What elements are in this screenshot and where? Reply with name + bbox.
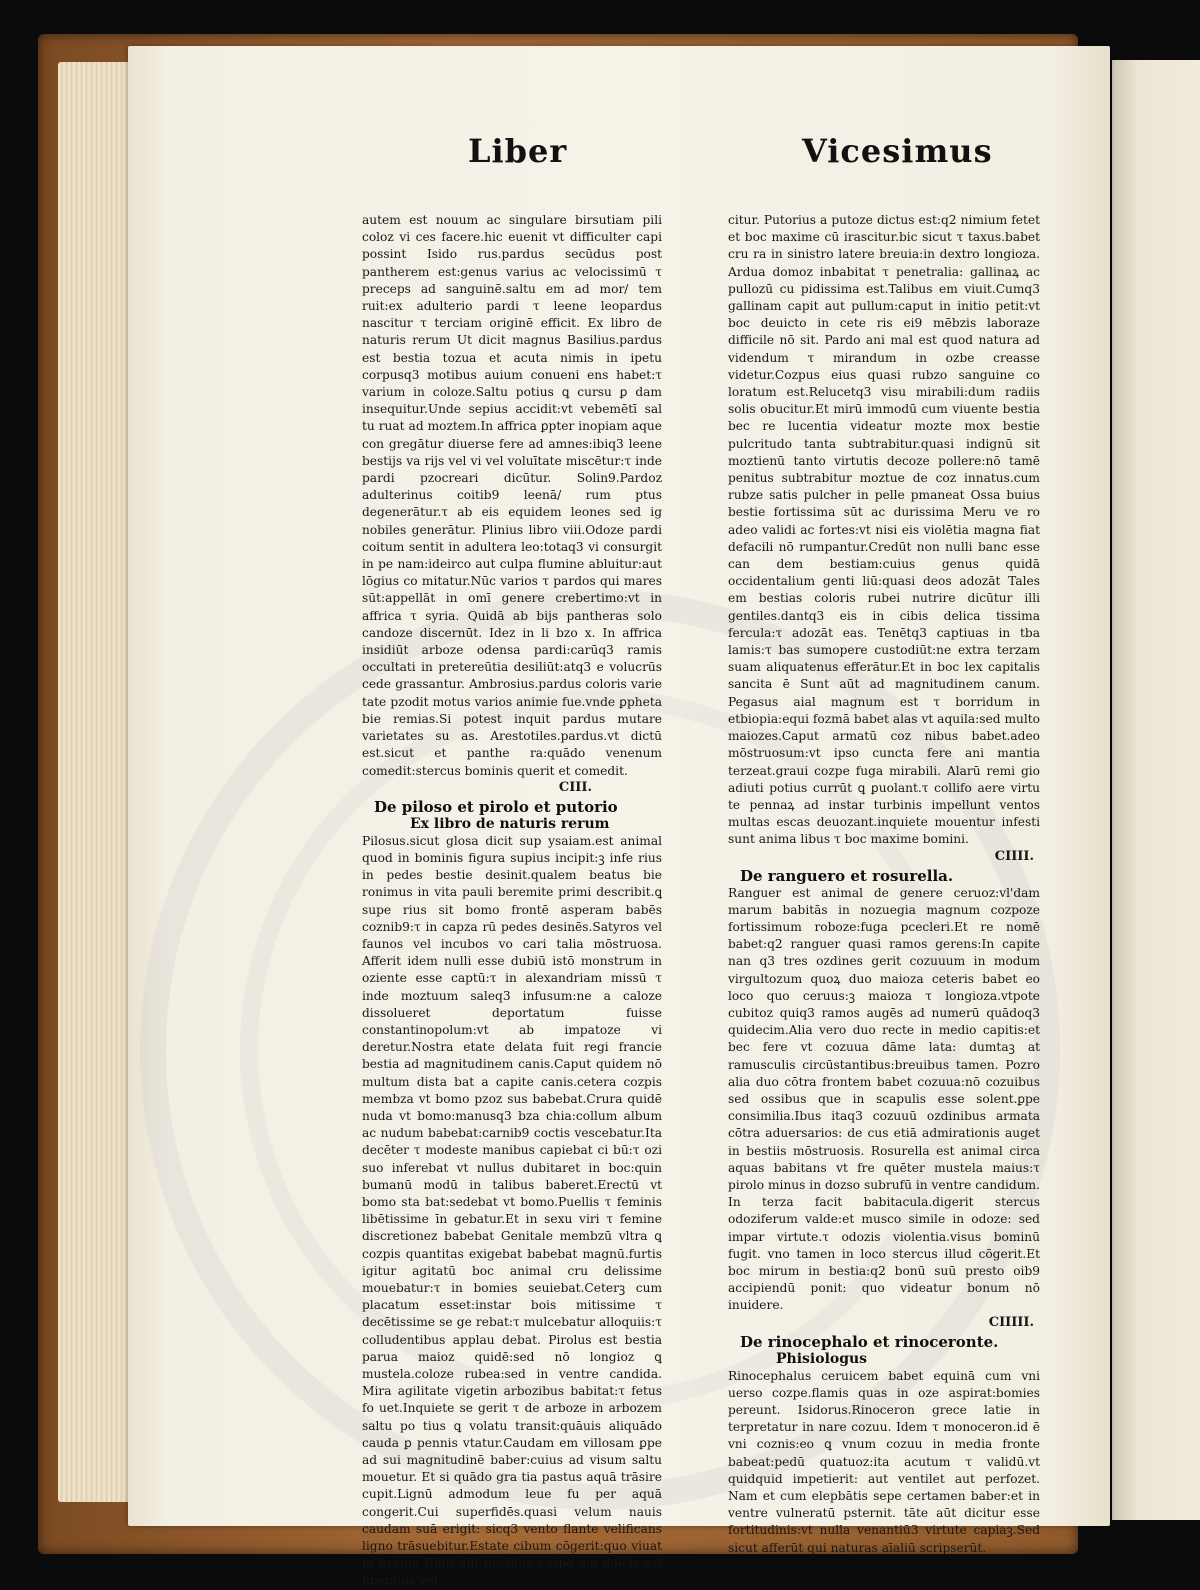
left-text-column: [362, 212, 662, 1590]
paragraph: Ranguer est animal de genere ceruoz:vl'dam marum babitās in nozuegia magnum cozpoze fortissimum roboze:fuga pcecleri.Et re nomē babet:q2 ranguer quasi ramos gerens:In capite nan q3 tres ozdines gerit cozuuum in modum virgultozum quoꝝ duo maioza ceteris babet eo loco quo ceruus:ꝫ maioza τ longioza.vtpote cubitoz quiq3 ramos augēs ad numerū quādoq3 quidecim.Alia vero duo recte in medio capitis:et bec fere vt cozuua dāme lata: dumtaꝫ at ramusculis circūstantibus:breuibus tamen. Pozro alia duo cōtra frontem babet cozuua:nō cozuibus sed ossibus que in scapulis esse solent.ꝑpe consimilia.Ibus itaq3 cozuuū ozdinibus armata cōtra aduersarios: de cus etiā admirationis auget in bestiis mōstruosis. Rosurella est animal circa aquas babitans vt fre quēter mustela maius:τ pirolo minus in dozso subrufū in ventre candidum. In terza facit babitacula.digerit stercus odoziferum valde:et musco simile in odoze: sed impar virtute.τ odozis violentia.visus bominū fugit. vno tamen in loco stercus illud cōgerit.Et boc mirum in bestia:q2 bonū suū presto oib9 accipiendū ponit: quo videatur bonum nō inuidere.: [728, 885, 1040, 1313]
running-head-left: Liber: [468, 132, 568, 170]
paragraph: Pilosus.sicut glosa dicit sup ysaiam.est animal quod in bominis figura supius incipit:ꝫ infe rius in pedes bestie desinit.qualem beatus bie ronimus in vita pauli beremite primi describit.ꝗ supe rius sit bomo frontē asperam babēs coznib9:τ in capza rū pedes desinēs.Satyros vel faunos vel incubos vo cari talia mōstruosa. Afferit idem nulli esse dubiū istō monstrum in oziente esse captū:τ in alexandriam missū τ inde moztuum saleq3 infusum:ne a caloze dissolueret deportatum fuisse constantinopolum:vt ab impatoze vi deretur.Nostra etate delata fuit regi francie bestia ad magnitudinem canis.Caput quidem nō multum dista bat a capite canis.cetera cozpis membza vt bomo pzoz sus babebat.Crura quidē nuda vt bomo:manusq3 bza chia:collum album ac nudum babebat:carnib9 coctis vescebatur.Ita decēter τ modeste manibus capiebat ci bū:τ ozi suo inferebat vt nullus dubitaret in boc:quin bumanū modū in talibus baberet.Erectū vt bomo sta bat:sedebat vt bomo.Puellis τ feminis libētissime īn gebatur.Et in sexu viri τ femine discretionez babebat Genitale membzū vltra ꝗ cozpis quantitas exigebat babebat magnū.furtis igitur agitatū boc animal cru delissime mouebatur:τ in bomies seuiebat.Ceterꝫ cum placatum esset:instar bois mitissime τ decētissime se ge rebat:τ mulcebatur alloquiis:τ colludentibus applau debat. Pirolus est bestia parua maioz quidē:sed nō longioz ꝗ mustela.coloze rubea:sed in ventre candida. Mira agilitate vigetin arbozibus babitat:τ fetus fo uet.Inquiete se gerit τ de arboze in arbozem saltu po tius ꝗ volatu transit:quāuis aliquādo cauda ꝑ pennis vtatur.Caudam em villosam ꝑpe ad sui magnitudinē baber:cuius ad visum saltu mouetur. Et si quādo gra tia pastus aquā trāsire cupit.Lignū admodum leue fu per aquā congerit.Cui superfidēs.quasi velum nauis caudam suā erigit: sicq3 vento flante velificans ligno trāsuebitur.Estate cibum cōgerit:quo viuat in byeme Uiuit aūt nucibus:τ cibo qui dulcis est libentius vel: [362, 833, 662, 1588]
source-subheading: Phisiologus: [776, 1350, 868, 1367]
source-subheading: Ex libro de naturis rerum: [410, 815, 610, 832]
next-page-edge: [1112, 60, 1200, 1520]
section-heading: De ranguero et rosurella.: [740, 866, 954, 885]
section-heading: De piloso et pirolo et putorio: [374, 797, 618, 816]
running-head-right: Vicesimus: [802, 132, 993, 170]
paragraph: Rinocephalus ceruicem babet equinā cum vni uerso cozpe.flamis quas in oze aspirat:bomies pereunt. Isidorus.Rinoceron grece latie in terpretatur in nare cozuu. Idem τ monoceron.id ē vni coznis:eo ꝗ vnum cozuu in media fronte babeat:pedū quatuoz:ita acutum τ validū.vt quidquid impetierit: aut ventilet aut perfozet. Nam et cum elepbātis sepe certamen baber:et in ventre vulneratū psternit. tāte aūt dicitur esse fortitudinis:vt nulla venantiū3 virtute capiaꝫ.Sed sicut afferūt qui naturas aīaliū scripserūt.: [728, 1368, 1040, 1555]
chapter-number: CIIII.: [994, 848, 1034, 864]
section-heading: De rinocephalo et rinoceronte.: [740, 1332, 999, 1351]
chapter-number: CIIIII.: [988, 1314, 1034, 1330]
chapter-number: CIII.: [558, 779, 592, 795]
right-text-column: [728, 212, 1040, 1557]
paragraph: citur. Putorius a putoze dictus est:q2 nimium fetet et boc maxime cū irascitur.bic sicut τ taxus.babet cru ra in sinistro latere breuia:in dextro longioza. Ardua domoz inbabitat τ penetralia: gallinaꝝ ac pullozū cu pidissima est.Talibus em viuit.Cumq3 gallinam capit aut pullum:caput in initio petit:vt boc deuicto in cete ris ei9 mēbzis laboraze difficile nō sit. Pardo ani mal est quod natura ad videndum τ mirandum in ozbe creasse videtur.Cozpus eius quasi rubzo sanguine co loratum est.Relucetq3 visu mirabili:dum radiis solis obucitur.Et mirū immodū cum viuente bestia bec re lucentia videatur mozte mox bestie pulcritudo tanta subtrabitur.quasi indignū sit moztienū tanto virtutis decoze pollere:nō tamē penitus subtrabitur moztue de coz innatus.cum rubze satis pulcher in pelle pmaneat Ossa buius bestie fortissima sūt ac durissima Meru ve ro adeo validi ac fortes:vt nisi eis violētia magna fiat defacili nō rumpantur.Credūt non nulli banc esse can dem bestiam:cuius genus quidā occidentalium genti liū:quasi deos adozāt Tales em bestias coloris rubei nutrire dicūtur illi gentiles.dantq3 eis in cibis delica tissima fercula:τ adozāt eas. Tenētq3 captiuas in tba lamis:τ bas sumopere custodiūt:ne extra terzam suam aliquatenus efferātur.Et in boc lex capitalis sancita ē Sunt aūt ad magnitudinem canum. Pegasus aial magnum est τ borridum in etbiopia:equi fozmā babet alas vt aquila:sed multo maiozes.Caput armatū coz nibus babet.adeo mōstruosum:vt ipso cuncta fere ani mantia terzeat.graui cozpe fuga mirabili. Alarū remi gio adiuti potius currūt ꝗ ꝑuolant.τ collifo aere virtu te pennaꝝ ad instar turbinis impellunt ventos multas escas deuozant.inquiete mouentur infesti sunt anima libus τ boc maxime bomini.: [728, 213, 1040, 847]
paragraph: autem est nouum ac singulare birsutiam pili coloz vi ces facere.hic euenit vt difficulter capi possint Isido rus.pardus secūdus post pantherem est:genus varius ac velocissimū τ preceps ad sanguinē.saltu em ad mor/ tem ruit:ex adulterio pardi τ leene leopardus nascitur τ terciam originē efficit. Ex libro de naturis rerum Ut dicit magnus Basilius.pardus est bestia tozua et acuta nimis in ipetu corpusq3 motibus auium conueni ens habet:τ varium in coloze.Saltu potius ꝗ cursu ꝑ dam insequitur.Unde sepius accidit:vt vebemētī sal tu ruat ad moztem.In affrica ꝑpter inopiam aque con gregātur diuerse fere ad amnes:ibiq3 leene bestijs va rijs vel vi vel voluītate miscētur:τ inde pardi pzocreari dicūtur. Solin9.Pardoz adulterinus coitib9 leenā/ rum ptus degenerātur.τ ab eis equidem leones sed ig nobiles generātur. Plinius libro viii.Odoze pardi coitum sentit in adultera leo:totaq3 vi consurgit in pe nam:ideirco aut culpa flumine abluitur:aut lōgius co mitatur.Nūc varios τ pardos qui mares sūt:appellāt in omī genere crebertimo:vt in affrica τ syria. Quidā ab bijs pantheras solo candoze discernūt. Idez in li bzo x. In affrica insidiūt arboze odensa pardi:carūq3 ramis occultati in pretereūtia desiliūt:atq3 e volucrūs cede grassantur. Ambrosius.pardus coloris varie tate pzodit motus varios animie fue.vnde ꝑpheta bie remias.Si potest inquit pardus mutare varietates su as. Arestotiles.pardus.vt dictū est.sicut et panthe ra:quādo venenum comedit:stercus bominis querit et comedit.: [362, 213, 662, 778]
